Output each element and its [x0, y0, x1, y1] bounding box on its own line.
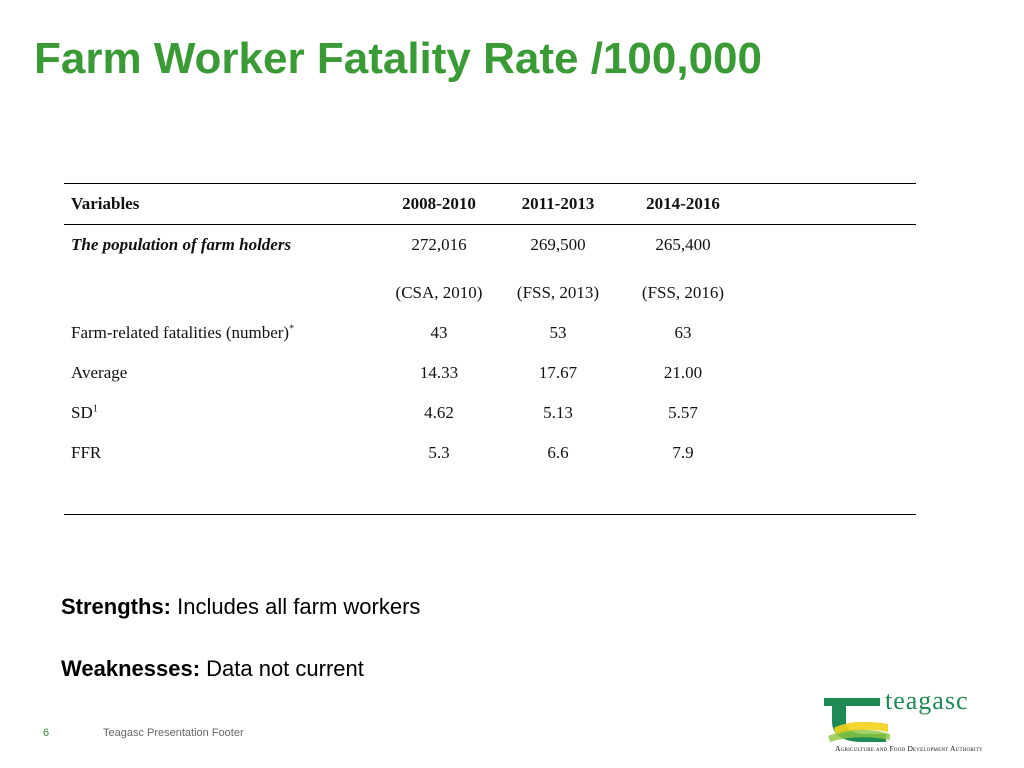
table-row	[64, 225, 916, 265]
footer-text: Teagasc Presentation Footer	[103, 727, 244, 739]
table-cell: (FSS, 2016)	[641, 283, 725, 302]
table-cell: 5.3	[428, 443, 450, 462]
row-label-population: The population of farm holders	[71, 235, 292, 254]
teagasc-wordmark: teagasc	[885, 686, 969, 715]
weaknesses-text: Data not current	[200, 656, 364, 681]
row-label-average: Average	[71, 363, 128, 382]
strengths-label: Strengths:	[61, 594, 171, 619]
table-cell: (CSA, 2010)	[395, 283, 483, 302]
table-row	[64, 313, 916, 353]
table-cell: 7.9	[672, 443, 694, 462]
table-row	[64, 393, 916, 433]
table-bottom-rule	[64, 514, 916, 515]
sd-label-text: SD	[71, 403, 93, 422]
fatalities-footnote-mark: *	[289, 323, 295, 335]
table-row-sources	[64, 265, 916, 313]
row-label-sd	[71, 393, 98, 433]
sd-footnote-mark: 1	[92, 403, 98, 415]
table-cell: 14.33	[419, 363, 459, 382]
slide-title: Farm Worker Fatality Rate /100,000	[34, 34, 762, 83]
header-2008-2010: 2008-2010	[402, 194, 476, 213]
table-cell: 5.13	[543, 403, 573, 422]
teagasc-emblem-icon	[820, 692, 890, 744]
table-cell: 265,400	[655, 235, 711, 254]
table-row	[64, 353, 916, 393]
table-cell: 63	[674, 323, 692, 342]
header-2011-2013: 2011-2013	[521, 194, 595, 213]
fatalities-label-text: Farm-related fatalities (number)	[71, 323, 290, 342]
row-label-fatalities	[71, 313, 294, 353]
strengths-line	[61, 594, 420, 620]
table-cell: 5.57	[668, 403, 698, 422]
table-cell: 21.00	[663, 363, 703, 382]
weaknesses-label: Weaknesses:	[61, 656, 201, 681]
strengths-text: Includes all farm workers	[171, 594, 421, 619]
row-label-ffr: FFR	[71, 443, 102, 462]
table-cell: 272,016	[411, 235, 467, 254]
table-cell: (FSS, 2013)	[516, 283, 600, 302]
teagasc-logo	[818, 688, 998, 758]
table-row	[64, 433, 916, 473]
table-cell: 17.67	[538, 363, 578, 382]
header-variables: Variables	[71, 194, 140, 213]
fatality-table	[64, 183, 916, 473]
slide-number: 6	[43, 727, 50, 739]
header-2014-2016: 2014-2016	[646, 194, 720, 213]
weaknesses-line	[61, 656, 364, 682]
table-cell: 269,500	[530, 235, 586, 254]
table-cell: 6.6	[547, 443, 569, 462]
table-cell: 4.62	[424, 403, 454, 422]
table-cell: 43	[430, 323, 448, 342]
table-cell: 53	[549, 323, 567, 342]
table-header-row	[64, 184, 916, 224]
teagasc-tagline: Agriculture and Food Development Authority	[835, 744, 983, 753]
